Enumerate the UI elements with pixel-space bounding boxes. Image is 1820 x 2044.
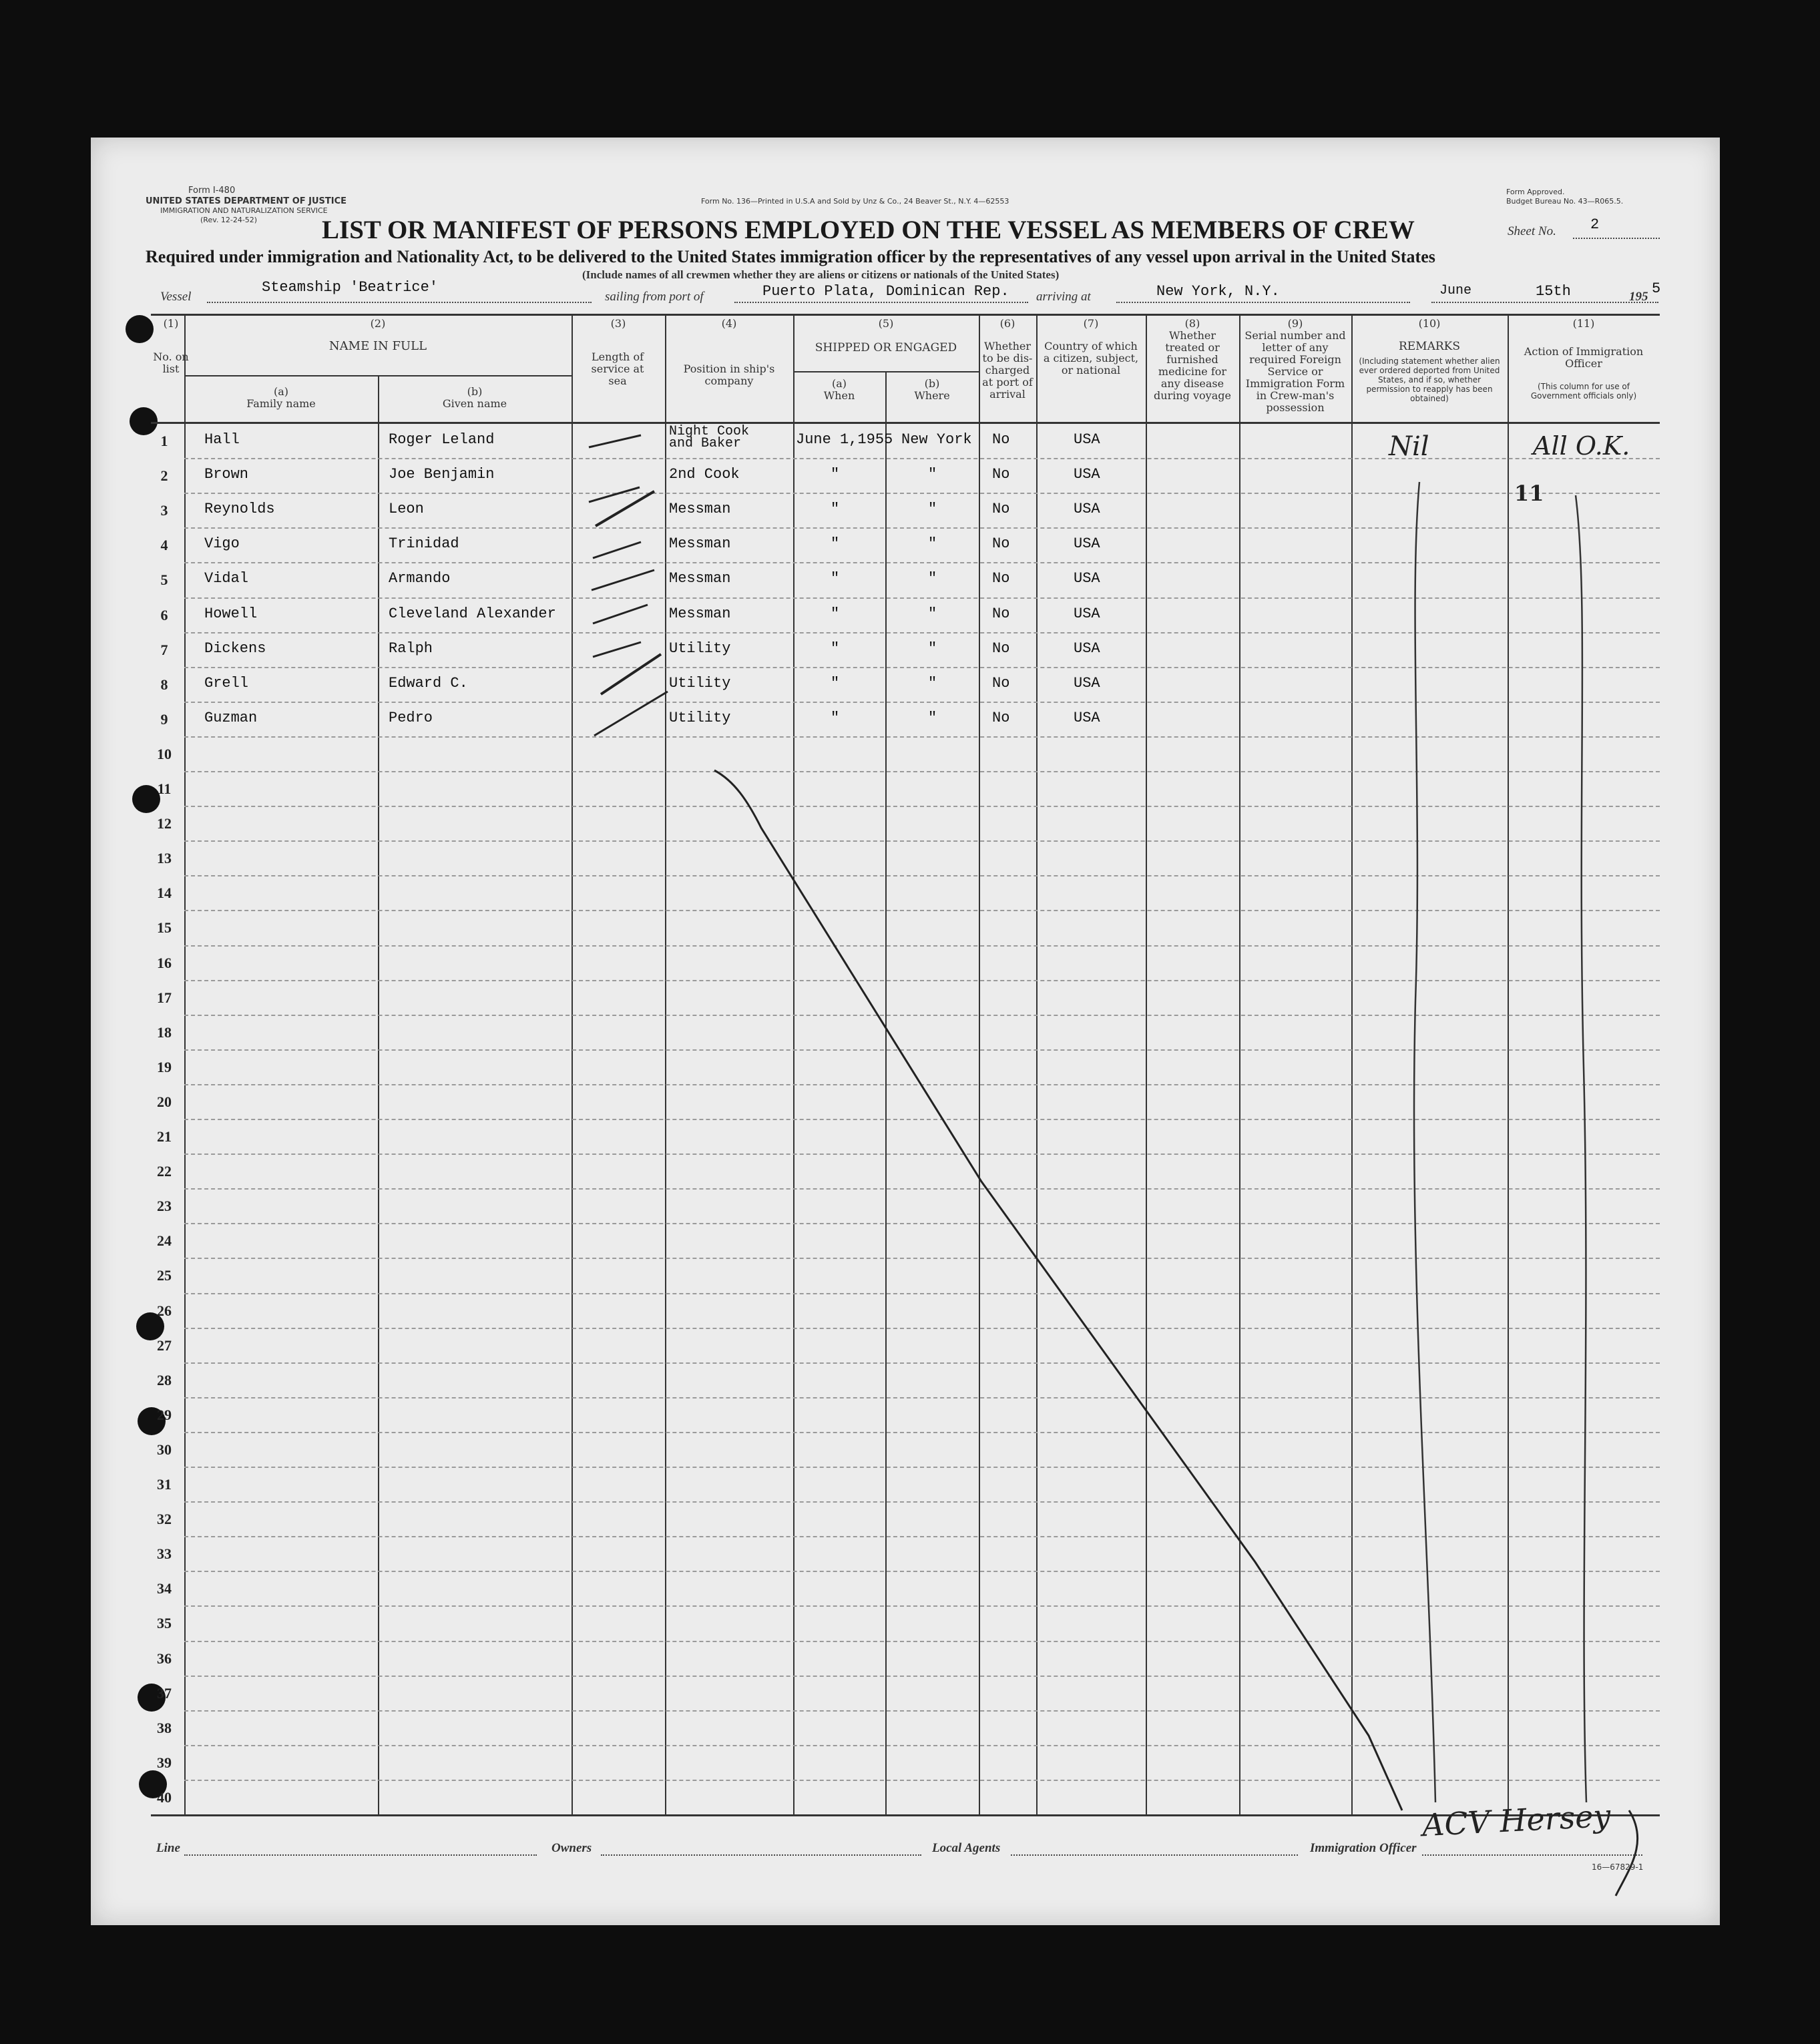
row-number: 17 (157, 989, 172, 1006)
shipped-where-cell: " (928, 640, 937, 657)
row-number: 7 (160, 642, 168, 658)
row-number: 27 (157, 1337, 172, 1354)
col8-number: (8) (1184, 317, 1200, 330)
shipped-when-cell: " (831, 535, 840, 552)
col2-number: (2) (370, 317, 386, 330)
discharged-cell: No (992, 535, 1010, 552)
given-name-cell: Ralph (389, 640, 433, 657)
row-number: 2 (160, 467, 168, 484)
sailing-port: Puerto Plata, Dominican Rep. (762, 283, 1009, 300)
country-cell: USA (1074, 501, 1100, 517)
row-number: 32 (157, 1511, 172, 1527)
check-mark (589, 435, 641, 447)
discharged-cell: No (992, 675, 1010, 692)
check-mark (593, 605, 648, 623)
footer-agents-field (1011, 1854, 1298, 1856)
country-cell: USA (1074, 640, 1100, 657)
shipped-where-cell: " (928, 570, 937, 587)
row-number: 9 (160, 711, 168, 728)
col3-header: Length of service at sea (591, 350, 644, 387)
shipped-where-cell: " (928, 605, 937, 622)
row-number: 14 (157, 884, 172, 901)
row-number: 18 (157, 1024, 172, 1041)
row-number: 31 (157, 1476, 172, 1493)
position-cell: Utility (669, 640, 731, 657)
col4-header: Position in ship's company (683, 362, 775, 387)
row-number: 29 (157, 1407, 172, 1423)
discharged-cell: No (992, 501, 1010, 517)
row-number: 16 (157, 955, 172, 971)
row-number: 35 (157, 1615, 172, 1631)
shipped-where-cell: " (928, 535, 937, 552)
shipped-when-cell: " (831, 605, 840, 622)
col4-number: (4) (721, 317, 737, 330)
row-number: 26 (157, 1302, 172, 1319)
row-number: 15 (157, 919, 172, 936)
footer-line-label: Line (156, 1841, 180, 1855)
col9-number: (9) (1287, 317, 1303, 330)
family-name-cell: Hall (204, 431, 240, 448)
vessel-label: Vessel (160, 290, 192, 304)
row-number: 22 (157, 1163, 172, 1180)
cancellation-line (714, 770, 1402, 1810)
shipped-when-cell: " (831, 466, 840, 483)
row-number: 25 (157, 1267, 172, 1284)
given-name-cell: Joe Benjamin (389, 466, 495, 483)
row-number: 3 (160, 502, 168, 519)
arriving-label: arriving at (1036, 290, 1091, 304)
family-name-cell: Guzman (204, 710, 258, 726)
shipped-when-cell: " (831, 501, 840, 517)
row-number: 5 (160, 571, 168, 588)
row-number: 36 (157, 1650, 172, 1667)
arrival-port: New York, N.Y. (1156, 283, 1280, 300)
row-number: 39 (157, 1754, 172, 1771)
col5-number: (5) (878, 317, 894, 330)
position-cell: Messman (669, 570, 731, 587)
position-cell: Messman (669, 501, 731, 517)
check-mark (589, 487, 640, 502)
country-cell: USA (1074, 535, 1100, 552)
check-mark (594, 692, 668, 736)
position-cell: Night Cook and Baker (669, 424, 750, 451)
given-name-cell: Edward C. (389, 675, 468, 692)
form-approved: Form Approved. (1506, 188, 1565, 196)
family-name-cell: Howell (204, 605, 258, 622)
shipped-where-cell: " (928, 710, 937, 726)
sailing-label: sailing from port of (605, 290, 704, 304)
position-cell: Utility (669, 710, 731, 726)
family-name-cell: Vidal (204, 570, 249, 587)
col7-header: Country of which a citizen, subject, or national (1043, 340, 1139, 376)
position-cell: Utility (669, 675, 731, 692)
col1-number: (1) (163, 317, 179, 330)
discharged-cell: No (992, 570, 1010, 587)
given-name-cell: Cleveland Alexander (389, 605, 556, 622)
family-name-cell: Reynolds (204, 501, 275, 517)
action-mark: 11 (1514, 481, 1544, 506)
row-number: 40 (157, 1789, 172, 1806)
row-number: 19 (157, 1059, 172, 1075)
position-cell: Messman (669, 535, 731, 552)
col1-header: No. on list (153, 350, 189, 375)
service: IMMIGRATION AND NATURALIZATION SERVICE (160, 206, 328, 215)
remarks-handwritten: Nil (1389, 431, 1429, 462)
given-name-cell: Roger Leland (389, 431, 495, 448)
position-cell: 2nd Cook (669, 466, 740, 483)
country-cell: USA (1074, 570, 1100, 587)
officer-signature: ACV Hersey (1421, 1797, 1612, 1844)
row-number: 8 (160, 676, 168, 693)
discharged-cell: No (992, 640, 1010, 657)
row-number: 13 (157, 850, 172, 866)
col3-number: (3) (610, 317, 626, 330)
shipped-when-cell: " (831, 570, 840, 587)
year-digit: 5 (1652, 280, 1661, 297)
shipped-where-cell: " (928, 466, 937, 483)
position-cell: Messman (669, 605, 731, 622)
col5a-header: (a) When (823, 377, 855, 402)
footer-officer-field (1422, 1854, 1642, 1856)
given-name-cell: Armando (389, 570, 451, 587)
footer-line-field (184, 1854, 537, 1856)
row-number: 20 (157, 1093, 172, 1110)
footer-officer-label: Immigration Officer (1310, 1841, 1417, 1855)
arrival-day: 15th (1536, 283, 1571, 300)
row-number: 28 (157, 1372, 172, 1388)
discharged-cell: No (992, 605, 1010, 622)
discharged-cell: No (992, 710, 1010, 726)
row-number: 34 (157, 1580, 172, 1597)
family-name-cell: Vigo (204, 535, 240, 552)
country-cell: USA (1074, 466, 1100, 483)
given-name-cell: Trinidad (389, 535, 459, 552)
budget-bureau: Budget Bureau No. 43—R065.5. (1506, 197, 1624, 206)
family-name-cell: Brown (204, 466, 249, 483)
shipped-where-cell: " (928, 675, 937, 692)
action-handwritten: All O.K. (1533, 431, 1630, 461)
shipped-when-cell: " (831, 640, 840, 657)
given-name-cell: Leon (389, 501, 424, 517)
signature-flourish (1616, 1810, 1638, 1896)
country-cell: USA (1074, 605, 1100, 622)
form-id: Form I-480 (188, 186, 236, 196)
shipped-where-cell: New York (901, 431, 972, 448)
sheet-label: Sheet No. (1508, 224, 1556, 238)
shipped-when-cell: " (831, 675, 840, 692)
col2b-header: (b) Given name (442, 385, 507, 410)
col10-header: REMARKS (1398, 340, 1461, 353)
col11-number: (11) (1572, 317, 1595, 330)
col8-header: Whether treated or furnished medicine for any disease during voyage (1154, 329, 1231, 402)
form-code: 16—67829-1 (1592, 1862, 1644, 1872)
check-mark (593, 642, 641, 657)
discharged-cell: No (992, 466, 1010, 483)
col7-number: (7) (1083, 317, 1099, 330)
col2-header: NAME IN FULL (328, 339, 427, 353)
given-name-cell: Pedro (389, 710, 433, 726)
arrival-month: June (1439, 283, 1472, 298)
col10-number: (10) (1418, 317, 1441, 330)
subtitle: Required under immigration and Nationality Act, to be delivered to the United States immigration officer by the representatives of any vessel upon arrival in the United States (146, 247, 1435, 266)
sheet-number: 2 (1590, 216, 1600, 233)
row-number: 23 (157, 1198, 172, 1214)
page-title: LIST OR MANIFEST OF PERSONS EMPLOYED ON THE VESSEL AS MEMBERS OF CREW (322, 216, 1415, 244)
row-number: 4 (160, 537, 168, 553)
action-ditto-line (1576, 495, 1586, 1802)
shipped-when-cell: " (831, 710, 840, 726)
row-number: 10 (157, 746, 172, 762)
col5b-header: (b) Where (914, 377, 950, 402)
vessel-name: Steamship 'Beatrice' (262, 279, 439, 296)
footer-owners-field (601, 1854, 921, 1856)
year-prefix: 195 (1629, 290, 1648, 304)
row-number: 6 (160, 607, 168, 623)
discharged-cell: No (992, 431, 1010, 448)
family-name-cell: Dickens (204, 640, 266, 657)
col5-header: SHIPPED OR ENGAGED (815, 341, 957, 354)
remarks-ditto-line (1414, 482, 1435, 1802)
check-mark (601, 654, 661, 694)
footer-owners-label: Owners (551, 1841, 592, 1855)
row-number: 1 (160, 433, 168, 449)
country-cell: USA (1074, 431, 1100, 448)
revision: (Rev. 12-24-52) (200, 216, 258, 224)
crew-note: (Include names of all crewmen whether they are aliens or citizens or nationals of the United States) (582, 268, 1060, 281)
col6-header: Whether to be dis-charged at port of arrival (982, 340, 1033, 401)
printer-line: Form No. 136—Printed in U.S.A and Sold by Unz & Co., 24 Beaver St., N.Y. 4—62553 (701, 197, 1009, 206)
shipped-where-cell: " (928, 501, 937, 517)
col10-note: (Including statement whether alien ever ordered deported from United States, and if so, whether permission to reapply has been obtained) (1359, 356, 1500, 403)
check-mark (592, 570, 654, 590)
col2a-header: (a) Family name (246, 385, 316, 410)
row-number: 30 (157, 1441, 172, 1458)
row-number: 12 (157, 815, 172, 832)
country-cell: USA (1074, 675, 1100, 692)
department: UNITED STATES DEPARTMENT OF JUSTICE (146, 196, 347, 206)
col9-header: Serial number and letter of any required Foreign Service or Immigration Form in Crew-man's possession (1244, 329, 1346, 414)
country-cell: USA (1074, 710, 1100, 726)
row-number: 37 (157, 1685, 172, 1702)
col11-note: (This column for use of Government officials only) (1530, 382, 1637, 401)
row-number: 11 (157, 780, 172, 797)
col11-header: Action of Immigration Officer (1524, 345, 1644, 370)
footer-agents-label: Local Agents (932, 1841, 1001, 1855)
shipped-when-cell: June 1,1955 (796, 431, 893, 448)
check-mark (593, 542, 641, 558)
row-number: 33 (157, 1545, 172, 1562)
row-number: 21 (157, 1128, 172, 1145)
row-number: 24 (157, 1232, 172, 1249)
family-name-cell: Grell (204, 675, 249, 692)
col6-number: (6) (999, 317, 1015, 330)
row-number: 38 (157, 1720, 172, 1736)
